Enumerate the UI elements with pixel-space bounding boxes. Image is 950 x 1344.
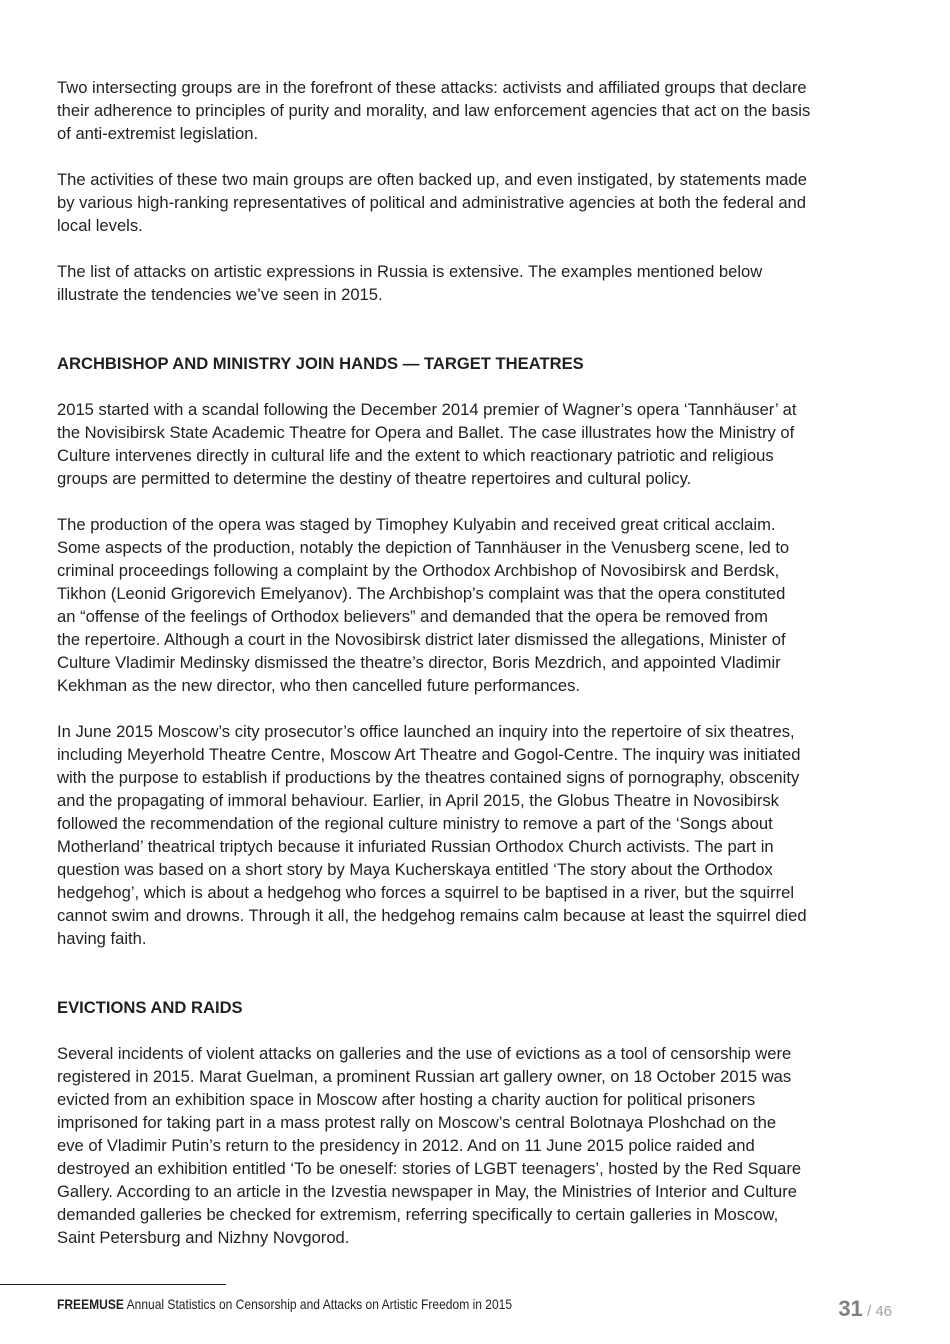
text-line: followed the recommendation of the regional culture ministry to remove a part of the ‘Songs about [57, 814, 773, 833]
text-line: In June 2015 Moscow’s city prosecutor’s office launched an inquiry into the repertoire of six theatres, [57, 722, 795, 741]
text-line: question was based on a short story by Maya Kucherskaya entitled ‘The story about the Orthodox [57, 860, 773, 879]
paragraph [57, 168, 897, 237]
text-line: 2015 started with a scandal following the December 2014 premier of Wagner’s opera ‘Tannhäuser’ at [57, 400, 797, 419]
text-line: Saint Petersburg and Nizhny Novgorod. [57, 1228, 350, 1247]
document-body [57, 76, 897, 1272]
text-line: hedgehog’, which is about a hedgehog who forces a squirrel to be baptised in a river, but the squirrel [57, 883, 795, 902]
text-line: illustrate the tendencies we’ve seen in 2015. [57, 285, 383, 304]
paragraph [57, 76, 897, 145]
text-line: Motherland’ theatrical triptych because it infuriated Russian Orthodox Church activists. The part in [57, 837, 774, 856]
text-line: Two intersecting groups are in the forefront of these attacks: activists and affiliated groups that declare [57, 78, 807, 97]
text-line: demanded galleries be checked for extremism, referring specifically to certain galleries in Moscow, [57, 1205, 779, 1224]
section-heading: EVICTIONS AND RAIDS [57, 998, 243, 1017]
text-line: Several incidents of violent attacks on galleries and the use of evictions as a tool of censorship were [57, 1044, 792, 1063]
text-line: local levels. [57, 216, 143, 235]
text-line: eve of Vladimir Putin’s return to the presidency in 2012. And on 11 June 2015 police raided and [57, 1136, 755, 1155]
paragraph [57, 1042, 897, 1249]
paragraph [57, 720, 897, 950]
text-line: The production of the opera was staged by Timophey Kulyabin and received great critical acclaim. [57, 515, 776, 534]
page-separator: / [862, 1303, 876, 1320]
text-line: of anti-extremist legislation. [57, 124, 259, 143]
text-line: Culture Vladimir Medinsky dismissed the theatre’s director, Boris Mezdrich, and appointed Vladimir [57, 653, 781, 672]
text-line: criminal proceedings following a complaint by the Orthodox Archbishop of Novosibirsk and Berdsk, [57, 561, 780, 580]
text-line: Culture intervenes directly in cultural life and the extent to which reactionary patriotic and religious [57, 446, 774, 465]
text-line: an “offense of the feelings of Orthodox believers” and demanded that the opera be removed from [57, 607, 768, 626]
text-line: The list of attacks on artistic expressions in Russia is extensive. The examples mentioned below [57, 262, 763, 281]
text-line: registered in 2015. Marat Guelman, a prominent Russian art gallery owner, on 18 October 2015 was [57, 1067, 792, 1086]
page-total: 46 [875, 1303, 892, 1320]
footer-divider [0, 1284, 226, 1285]
text-line: Kekhman as the new director, who then cancelled future performances. [57, 676, 580, 695]
text-line: groups are permitted to determine the destiny of theatre repertoires and cultural policy. [57, 469, 692, 488]
text-line: cannot swim and drowns. Through it all, the hedgehog remains calm because at least the squirrel died [57, 906, 807, 925]
text-line: Gallery. According to an article in the Izvestia newspaper in May, the Ministries of Interior and Culture [57, 1182, 797, 1201]
section-heading: ARCHBISHOP AND MINISTRY JOIN HANDS — TARGET THEATRES [57, 354, 584, 373]
text-line: and the propagating of immoral behaviour. Earlier, in April 2015, the Globus Theatre in Novosibirsk [57, 791, 779, 810]
text-line: including Meyerhold Theatre Centre, Moscow Art Theatre and Gogol-Centre. The inquiry was initiated [57, 745, 801, 764]
text-line: with the purpose to establish if productions by the theatres contained signs of pornography, obscenity [57, 768, 800, 787]
text-line: the repertoire. Although a court in the Novosibirsk district later dismissed the allegations, Minister of [57, 630, 786, 649]
text-line: destroyed an exhibition entitled ‘To be oneself: stories of LGBT teenagers’, hosted by the Red Square [57, 1159, 802, 1178]
text-line: the Novisibirsk State Academic Theatre for Opera and Ballet. The case illustrates how the Ministry of [57, 423, 795, 442]
text-line: Tikhon (Leonid Grigorevich Emelyanov). The Archbishop’s complaint was that the opera constituted [57, 584, 786, 603]
page-current: 31 [838, 1296, 863, 1321]
footer-report-title: Annual Statistics on Censorship and Attacks on Artistic Freedom in 2015 [123, 1296, 513, 1312]
page-number [838, 1296, 892, 1322]
text-line: their adherence to principles of purity and morality, and law enforcement agencies that act on the basis [57, 101, 811, 120]
text-line: imprisoned for taking part in a mass protest rally on Moscow’s central Bolotnaya Ploshchad on the [57, 1113, 777, 1132]
text-line: Some aspects of the production, notably the depiction of Tannhäuser in the Venusberg scene, led to [57, 538, 790, 557]
paragraph [57, 513, 897, 697]
paragraph [57, 260, 897, 306]
text-line: having faith. [57, 929, 147, 948]
paragraph [57, 398, 897, 490]
text-line: The activities of these two main groups are often backed up, and even instigated, by statements made [57, 170, 807, 189]
text-line: by various high-ranking representatives of political and administrative agencies at both the federal and [57, 193, 807, 212]
footer-brand: FREEMUSE [57, 1296, 124, 1312]
footer-title [57, 1296, 512, 1312]
text-line: evicted from an exhibition space in Moscow after hosting a charity auction for political prisoners [57, 1090, 756, 1109]
